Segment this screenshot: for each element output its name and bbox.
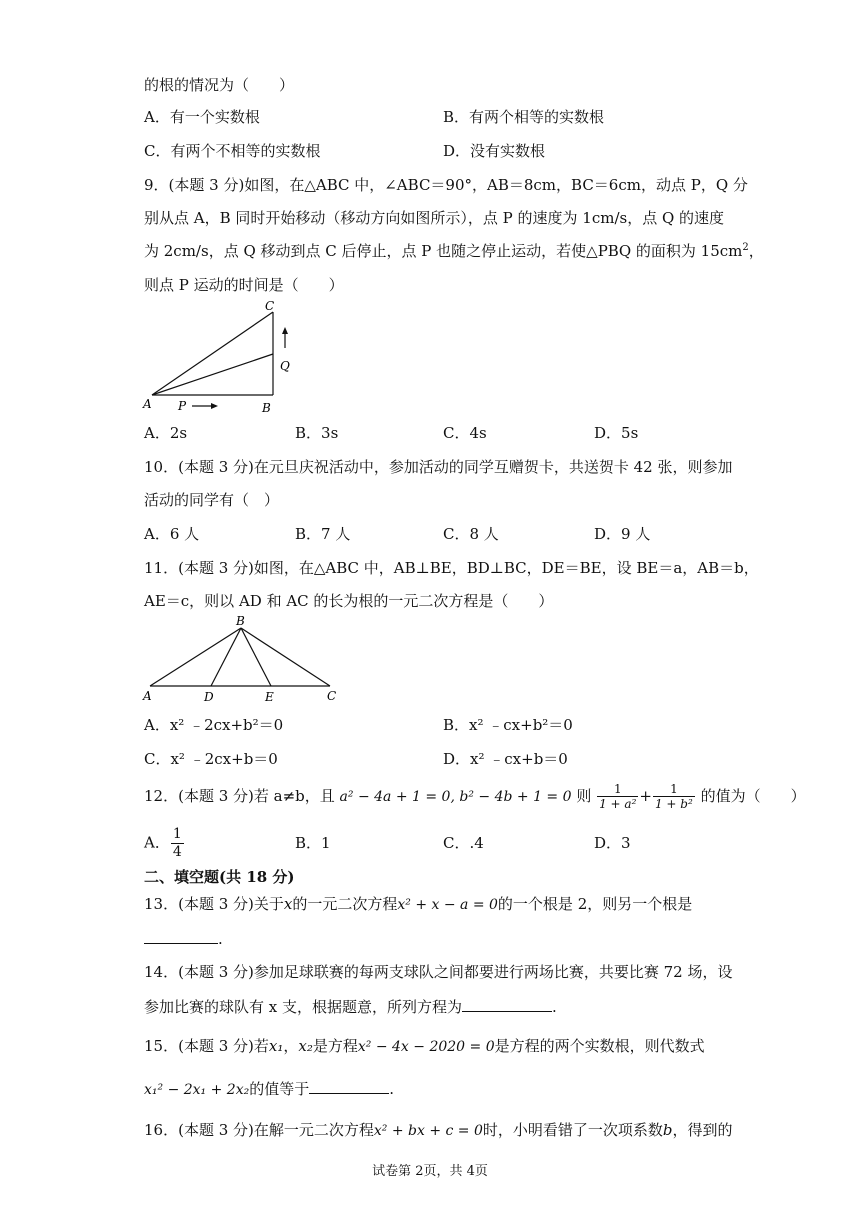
q9-option-b: B．3s [295,424,339,442]
q15-line2-text: 的值等于 [249,1080,310,1098]
q12-condition: a² − 4a + 1 = 0, b² − 4b + 1 = 0 [339,788,572,805]
q10-option-d: D．9 人 [594,525,651,543]
q10-line1: 10．(本题 3 分)在元旦庆祝活动中，参加活动的同学互赠贺卡，共送贺卡 42 张，则参加 [144,458,733,476]
q9-option-a: A．2s [144,424,188,442]
q15-mid: 是方程 [312,1037,358,1055]
q12-option-b: B．1 [295,834,331,852]
q13-equation: x² + x − a = 0 [397,897,498,913]
q16-line1 [144,1121,733,1140]
q11-side-ab [150,628,241,686]
section-heading-fill-in: 二、填空题(共 18 分) [144,868,295,886]
q12-frac2-num: 1 [653,782,695,797]
q16-suffix: ，得到的 [672,1121,733,1139]
q14-line1: 14．(本题 3 分)参加足球联赛的每两支球队之间都要进行两场比赛，共要比赛 72 场，设 [144,963,733,981]
q9-line3-text: 为 2cm/s，点 Q 移动到点 C 后停止，点 P 也随之停止运动，若使△PBQ 的面积为 15cm [144,242,743,260]
q9-arrowhead-p [211,403,218,409]
q9-line3-end: ， [748,242,764,260]
q13-var: x [283,895,293,913]
q15-x2: x₂ [298,1037,313,1055]
q9-segment-aq [152,354,273,395]
q13-line1 [144,895,692,914]
page-footer: 试卷第 2页，共 4页 [372,1164,488,1179]
q13-prefix: 13．(本题 3 分)关于 [144,895,284,913]
q9-side-ac [152,312,273,395]
q15-line2 [144,1079,394,1099]
q11-option-a: A．x² ﹣2cx+b²＝0 [144,716,284,734]
q12-frac2-den: 1 + b² [654,797,693,812]
q15-x1: x₁ [268,1037,284,1055]
q15-line1 [144,1037,705,1056]
q16-equation: x² + bx + c = 0 [373,1123,483,1139]
q10-option-a: A．6 人 [144,525,200,543]
q9-arrowhead-q [282,327,288,334]
q12-option-a [144,826,185,861]
q12-frac1-num: 1 [597,782,638,797]
q9-option-c: C．4s [443,424,487,442]
q12-option-a-den: 4 [172,843,182,860]
q11-segment-be [241,628,271,686]
q11-line2: AE＝c，则以 AD 和 AC 的长为根的一元二次方程是（ ） [144,592,554,610]
q10-line2: 活动的同学有（ ） [144,491,280,509]
q9-line3-sup: 2 [742,242,749,253]
q8-option-a: A．有一个实数根 [144,108,260,126]
q12-frac1-den: 1 + a² [599,797,637,812]
q16-prefix: 16．(本题 3 分)在解一元二次方程 [144,1121,374,1139]
q16-var: b [662,1121,673,1139]
q15-suffix: 是方程的两个实数根，则代数式 [494,1037,705,1055]
q11-segment-bd [211,628,241,686]
q8-option-c: C．有两个不相等的实数根 [144,142,321,160]
q11-label-c: C [327,689,337,703]
q16-mid: 时，小明看错了一次项系数 [482,1121,663,1139]
q12-option-a-label: A． [144,833,170,852]
q9-line2: 别从点 A，B 同时开始移动（移动方向如图所示），点 P 的速度为 1cm/s，点 Q 的速度 [144,209,725,227]
q12-option-a-fraction [171,826,184,861]
q14-line2 [144,997,557,1016]
q15-end: . [389,1080,395,1098]
q15-equation: x² − 4x − 2020 = 0 [357,1039,495,1055]
q11-option-c: C．x² ﹣2cx+b＝0 [144,750,278,768]
q13-suffix: 的一个根是 2，则另一个根是 [497,895,693,913]
q11-figure [140,614,350,706]
q8-option-d: D．没有实数根 [443,142,546,160]
q12-plus: + [639,786,652,805]
q8-tail: 的根的情况为（ ） [144,76,295,94]
q11-label-e: E [265,690,274,704]
q12-line [144,782,806,812]
q14-end: . [552,998,557,1016]
q15-expression: x₁² − 2x₁ + 2x₂ [144,1082,250,1098]
q11-label-b: B [236,614,245,628]
q12-fraction-1 [597,782,638,812]
q9-line4: 则点 P 运动的时间是（ ） [144,276,344,294]
q11-label-a: A [143,689,152,703]
q9-label-c: C [265,299,275,313]
q14-line2-text: 参加比赛的球队有 x 支，根据题意，所列方程为 [144,998,462,1016]
q12-prefix: 12．(本题 3 分)若 a≠b，且 [144,786,335,805]
q13-answer-blank[interactable] [144,929,218,944]
q11-label-d: D [204,690,214,704]
q11-line1: 11．(本题 3 分)如图，在△ABC 中，AB⊥BE，BD⊥BC，DE＝BE，设 BE＝a，AB＝b， [144,559,759,577]
q13-line2 [144,929,223,948]
q9-line3 [144,242,764,260]
q11-option-d: D．x² ﹣cx+b＝0 [443,750,568,768]
q13-mid: 的一元二次方程 [292,895,398,913]
q11-option-b: B．x² ﹣cx+b²＝0 [443,716,573,734]
q12-suffix: 的值为（ ） [700,786,806,805]
q13-end: . [218,930,223,948]
q9-label-a: A [143,397,152,411]
q9-label-p: P [178,399,187,413]
q9-label-b: B [262,401,271,415]
q12-option-c: C．.4 [443,834,484,852]
q15-prefix: 15．(本题 3 分)若 [144,1037,269,1055]
q9-line1: 9．(本题 3 分)如图，在△ABC 中，∠ABC＝90°，AB＝8cm，BC＝6cm，动点 P，Q 分 [144,176,748,194]
q9-option-d: D．5s [594,424,639,442]
q11-side-bc [241,628,330,686]
q12-option-a-num: 1 [172,826,182,842]
q10-option-b: B．7 人 [295,525,351,543]
q9-label-q: Q [280,359,290,373]
q12-option-d: D．3 [594,834,631,852]
q9-figure [140,298,300,420]
q8-option-b: B．有两个相等的实数根 [443,108,605,126]
q14-answer-blank[interactable] [462,997,552,1012]
q10-option-c: C．8 人 [443,525,499,543]
q12-mid: 则 [576,786,592,805]
q15-comma: ， [283,1037,299,1055]
q12-fraction-2 [653,782,695,812]
q15-answer-blank[interactable] [309,1079,389,1094]
